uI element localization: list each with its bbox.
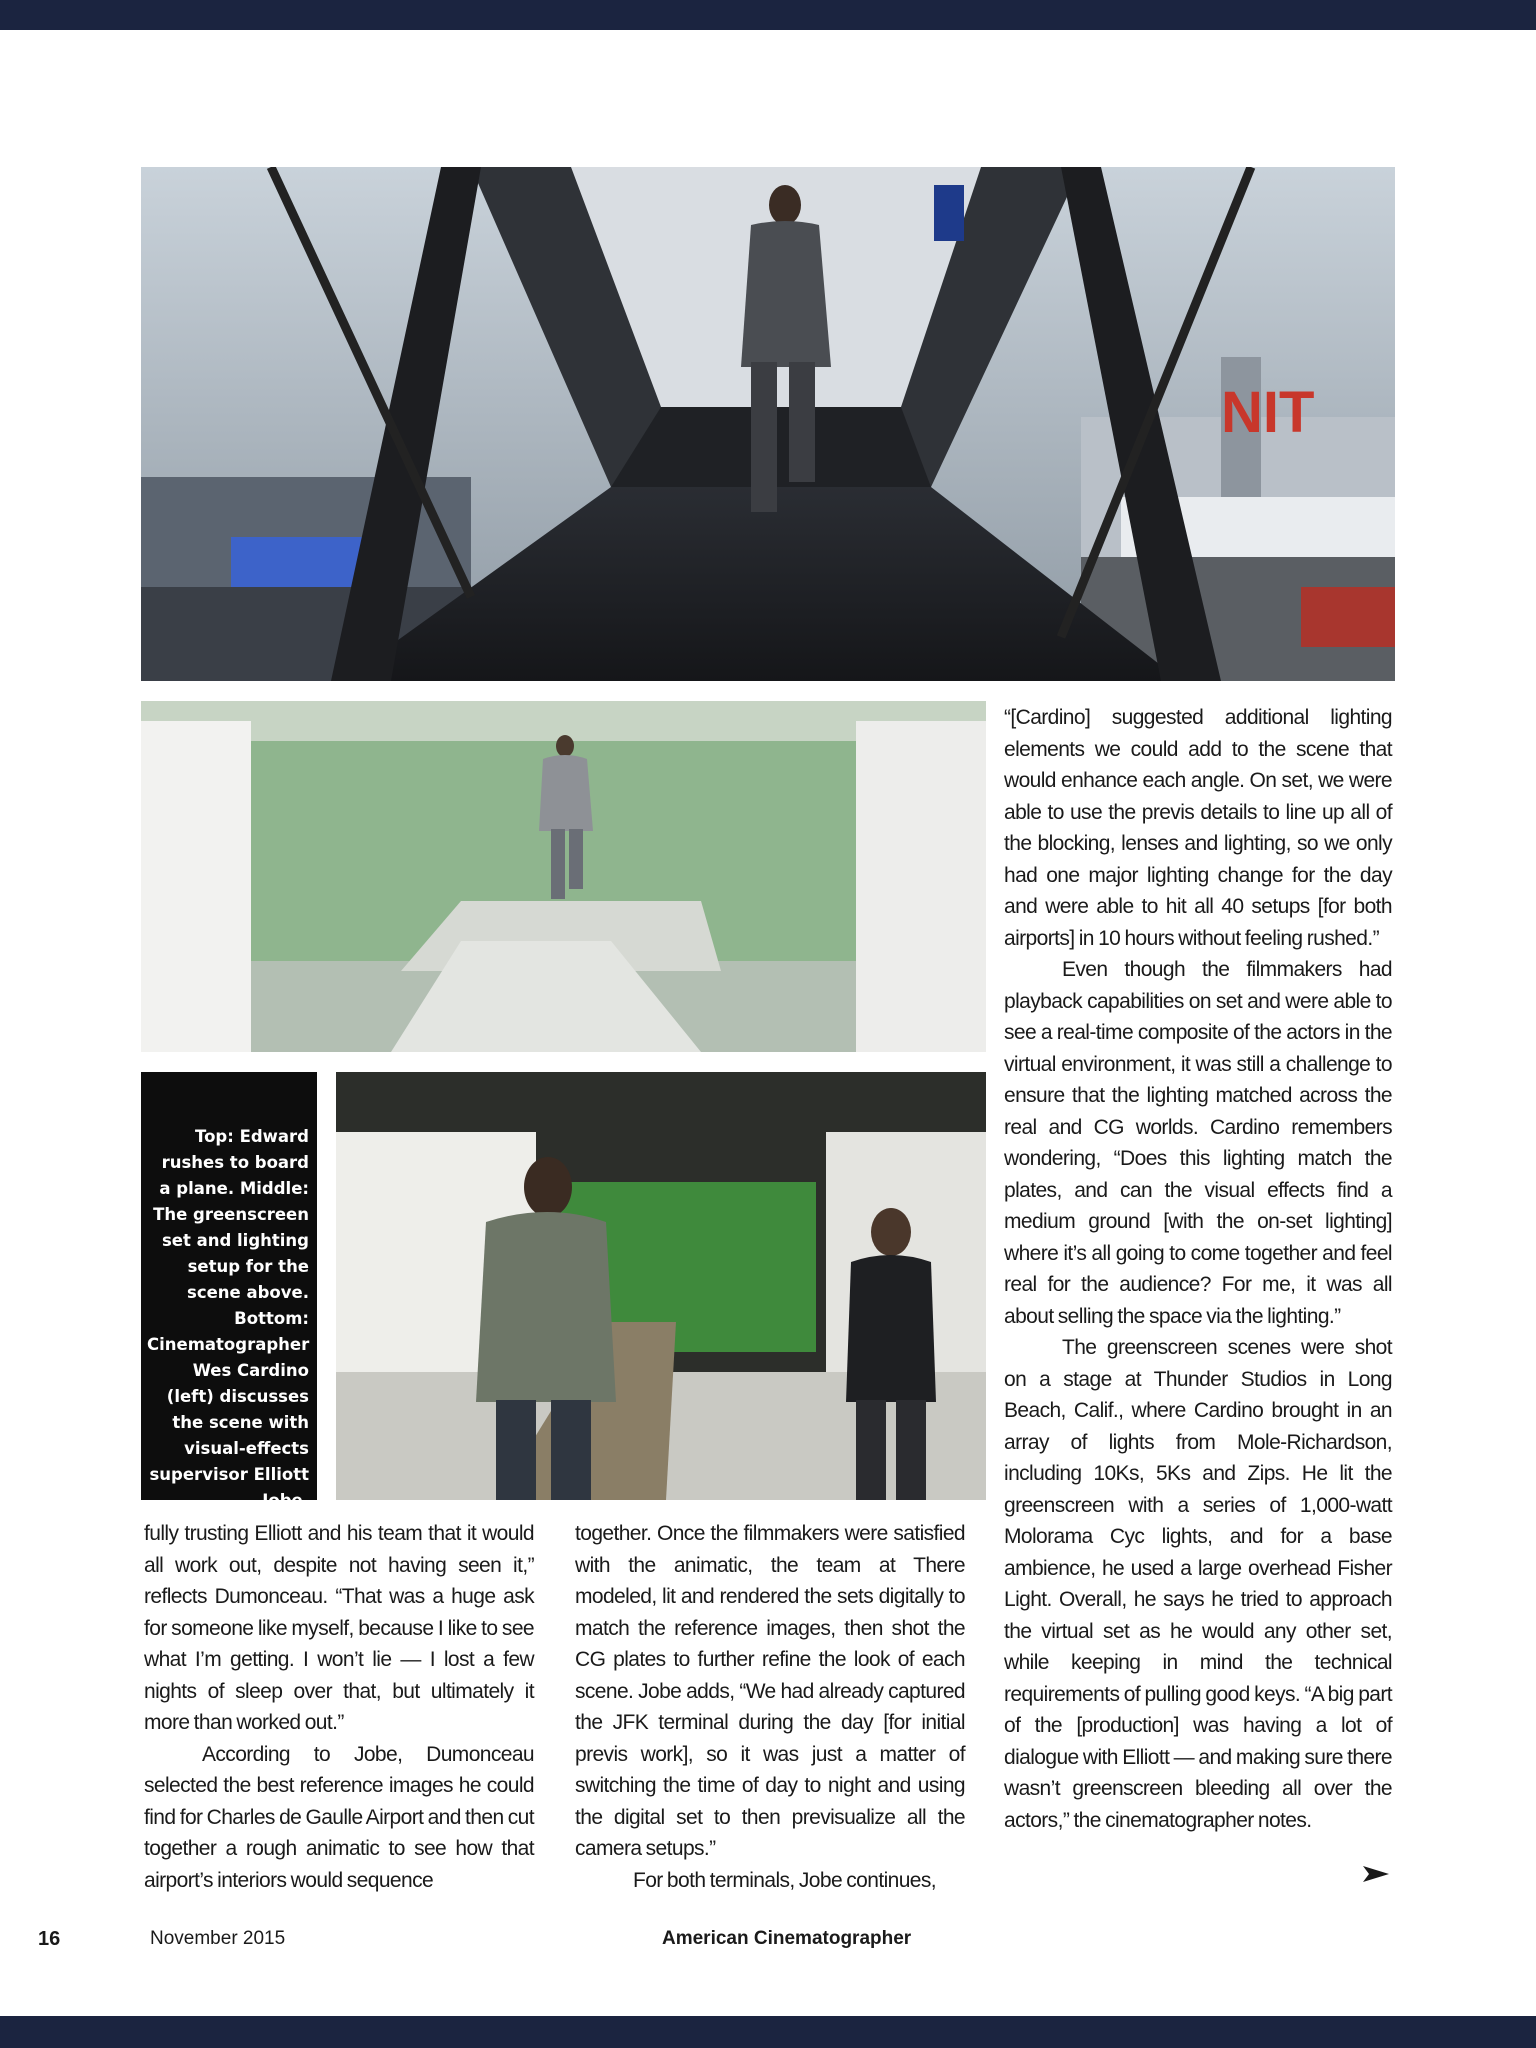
paragraph: For both terminals, Jobe continues, bbox=[633, 1868, 937, 1892]
continue-arrow-icon bbox=[1363, 1866, 1389, 1882]
paragraph: According to Jobe, Dumonceau selected the best reference images he could find for Charles de Gaulle Airport and then cut together a rough animatic to see how that airport’s interiors would sequence bbox=[144, 1742, 534, 1892]
paragraph: Even though the filmmakers had playback capabilities on set and were able to see a real-time composite of the actors in the virtual environment, it was still a challenge to ensure that the lighting matched across the real and CG worlds. Cardino remembers wondering, “Does this lighting match the plates, and can the visual effects find a medium ground [with the on-set lighting] where it’s all going to come together and feel real for the audience? For me, it was all about selling the space via the lighting.” bbox=[1004, 958, 1392, 1328]
body-column-1 bbox=[144, 1518, 534, 1896]
photo-greenscreen-set bbox=[141, 701, 986, 1052]
magazine-title: American Cinematographer bbox=[662, 1928, 912, 1949]
photo-crew-on-stage bbox=[336, 1072, 986, 1500]
photo-jetbridge bbox=[141, 167, 1395, 681]
sign-text: NIT bbox=[1221, 380, 1315, 445]
photo-caption bbox=[141, 1072, 317, 1510]
caption-text: Top: Edward rushes to board a plane. Middle: The greenscreen set and lighting setup for the scene above. Bottom: Cinematographer Wes Cardino (left) discusses the scene with visual-effects supervisor Elliott Jobe. bbox=[147, 1127, 310, 1510]
issue-date: November 2015 bbox=[150, 1928, 286, 1949]
paragraph: fully trusting Elliott and his team that it would all work out, despite not having seen it,” reflects Dumonceau. “That was a huge ask for someone like myself, because I like to see what I’m getting. I won’t lie — I lost a few nights of sleep over that, but ultimately it more than worked out.” bbox=[144, 1522, 534, 1734]
paragraph: The greenscreen scenes were shot on a stage at Thunder Studios in Long Beach, Calif., where Cardino brought in an array of lights from Mole-Richardson, including 10Ks, 5Ks and Zips. He lit the greenscreen with a series of 1,000-watt Molorama Cyc lights, and for a base ambience, he used a large overhead Fisher Light. Overall, he says he tried to approach the virtual set as he would any other set, while keeping in mind the technical requirements of pulling good keys. “A big part of the [production] was having a lot of dialogue with Elliott — and making sure there wasn’t greenscreen bleeding all over the actors,” the cinematographer notes. bbox=[1004, 1336, 1392, 1832]
bottom-border-bar bbox=[0, 2016, 1536, 2048]
paragraph: together. Once the filmmakers were satisfied with the animatic, the team at There modeled, lit and rendered the sets digitally to match the reference images, then shot the CG plates to further refine the look of each scene. Jobe adds, “We had already captured the JFK terminal during the day [for initial previs work], so it was just a matter of switching the time of day to night and using the digital set to then previsualize all the camera setups.” bbox=[575, 1522, 965, 1860]
page-number: 16 bbox=[38, 1928, 61, 1950]
body-column-2 bbox=[575, 1518, 965, 1896]
paragraph: “[Cardino] suggested additional lighting elements we could add to the scene that would enhance each angle. On set, we were able to use the previs details to line up all of the blocking, lenses and lighting, so we only had one major lighting change for the day and were able to hit all 40 setups [for both airports] in 10 hours without feeling rushed.” bbox=[1004, 706, 1392, 950]
top-border-bar bbox=[0, 0, 1536, 30]
body-column-3 bbox=[1004, 702, 1392, 1836]
